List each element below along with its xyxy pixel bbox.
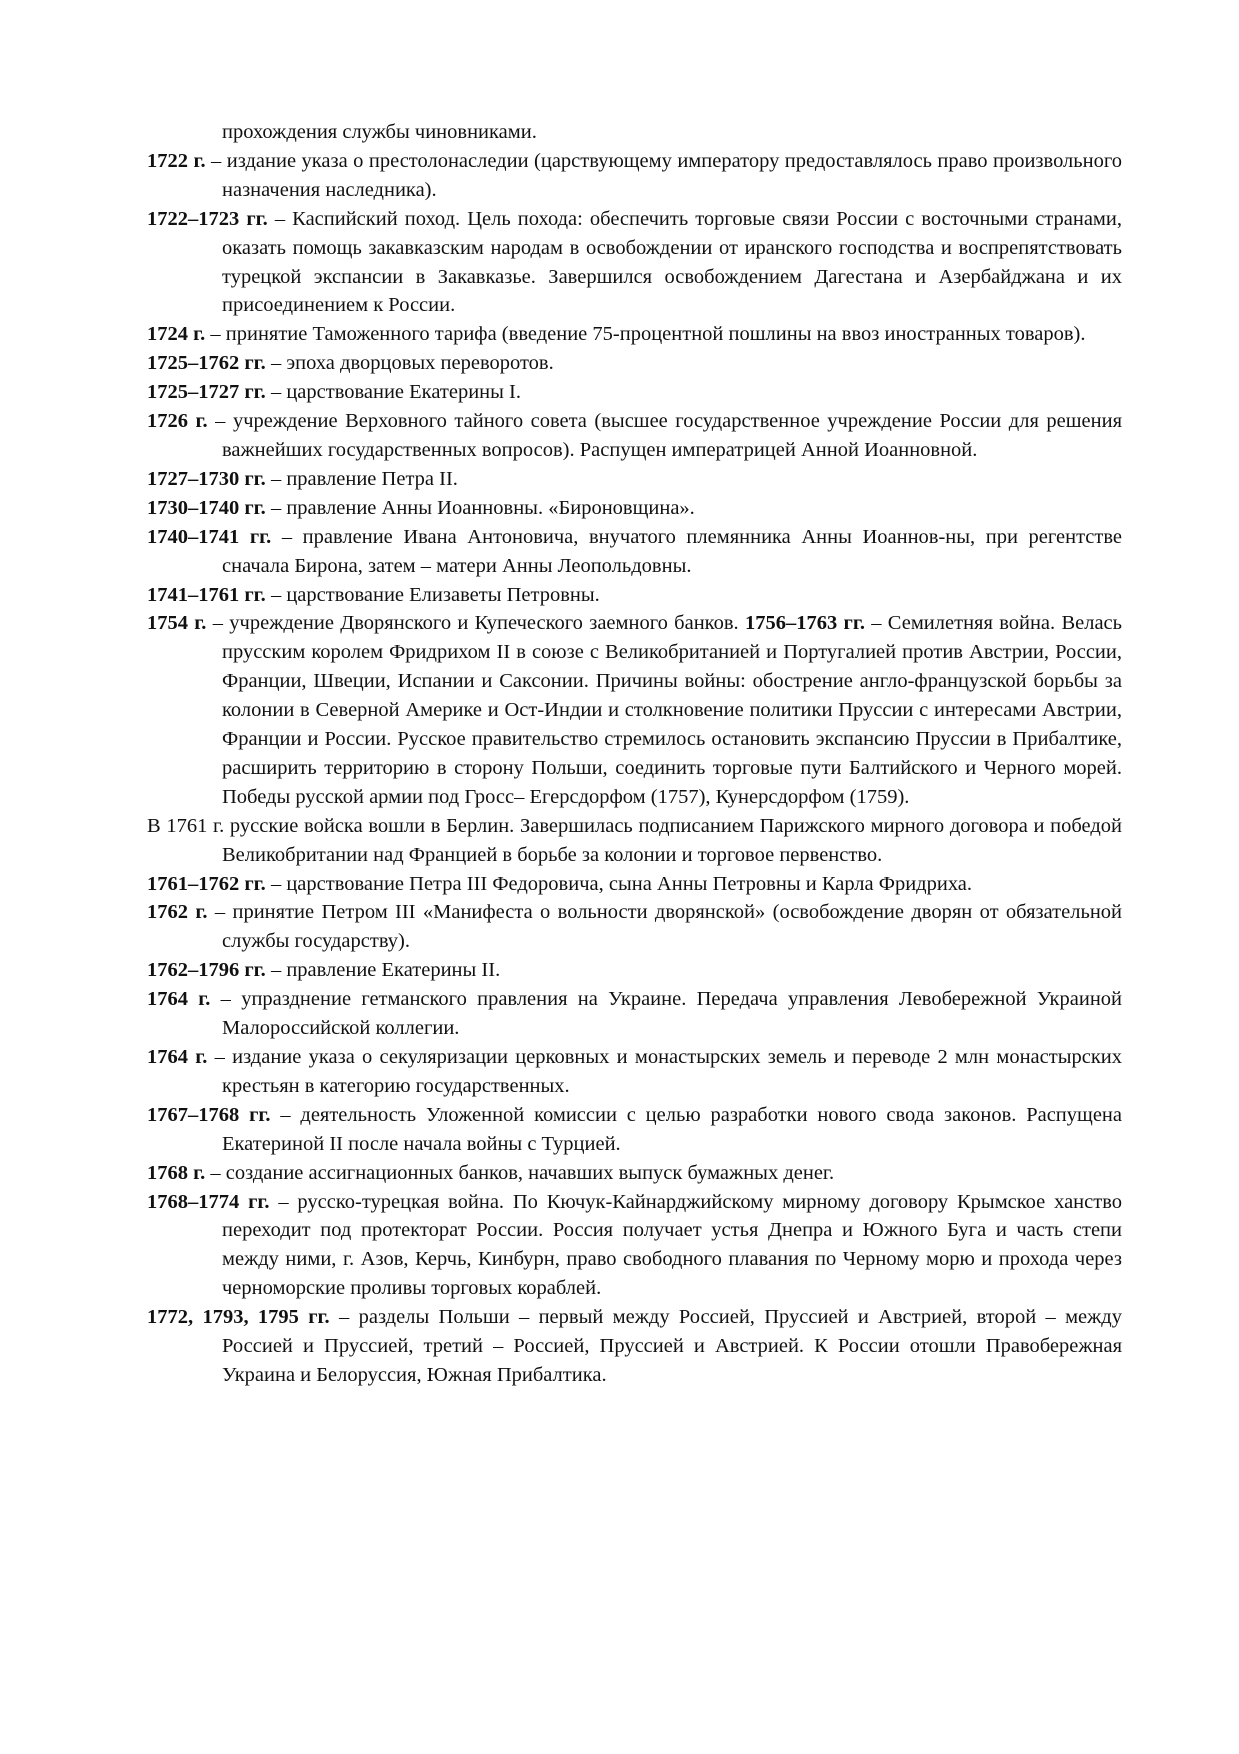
chronology-entry — [147, 898, 1122, 956]
entry-text: – издание указа о секуляризации церковных и монастырских земель и переводе 2 млн монастырских крестьян в категорию государственных. — [207, 1046, 1123, 1097]
entry-date: 1722–1723 гг. — [147, 207, 268, 230]
entry-text: – Семилетняя война. Велась прусским королем Фридрихом II в союзе с Великобританией и Португалией против Австрии, России, Франции, Швеции, Испании и Саксонии. Причины войны: обострение англо-французской борьбы за колонии в Северной Америке и Ост-Индии и столкновение политики Пруссии с интересами Австрии, Франции и России. Русское правительство стремилось остановить экспансию Пруссии в Прибалтике, расширить территорию в сторону Польши, соединить торговые пути Балтийского и Черного морей. Победы русской армии под Гросс– Егерсдорфом (1757), Кунерсдорфом (1759). — [222, 612, 1123, 808]
entry-text: – учреждение Дворянского и Купеческого заемного банков. — [206, 612, 745, 635]
entry-date: 1768–1774 гг. — [147, 1190, 270, 1213]
entry-text: – правление Петра II. — [265, 467, 458, 490]
chronology-entry — [147, 1101, 1122, 1159]
entry-date: 1726 г. — [147, 410, 208, 433]
entry-date: 1762–1796 гг. — [147, 959, 266, 982]
document-page — [147, 118, 1122, 1390]
entry-date: 1767–1768 гг. — [147, 1103, 271, 1126]
chronology-entry — [147, 581, 1122, 610]
entry-text: – правление Екатерины II. — [265, 959, 501, 982]
entry-date: 1722 г. — [147, 149, 206, 172]
entry-date: 1764 г. — [147, 1046, 208, 1068]
entry-text: – создание ассигнационных банков, начавших выпуск бумажных денег. — [205, 1161, 835, 1184]
chronology-list — [147, 147, 1122, 1390]
chronology-entry — [147, 985, 1122, 1043]
entry-text: – упразднение гетманского правления на Украине. Передача управления Левобережной Украиной Малороссийской коллегии. — [210, 988, 1123, 1040]
entry-date: 1724 г. — [147, 323, 206, 346]
entry-text: – Каспийский поход. Цель похода: обеспечить торговые связи России с восточными странами, оказать помощь закавказским народам в освобождении от иранского господства и воспрепятствовать турецкой экспансии в Закавказье. Завершился освобождением Дагестана и Азербайджана и их присоединением к России. — [222, 207, 1122, 317]
chronology-entry — [147, 609, 1122, 811]
entry-date: 1725–1727 гг. — [147, 381, 266, 404]
chronology-entry — [147, 812, 1122, 870]
entry-text: – русско-турецкая война. По Кючук-Кайнарджийскому мирному договору Крымское ханство переходит под протекторат России. Россия получает устья Днепра и Южного Буга и часть степи между ними, г. Азов, Керчь, Кинбурн, право свободного плавания по Черному морю и прохода через черноморские проливы торговых кораблей. — [222, 1190, 1123, 1300]
chronology-entry — [147, 1303, 1122, 1390]
chronology-entry — [147, 205, 1122, 321]
entry-text: – эпоха дворцовых переворотов. — [265, 352, 554, 375]
entry-date: 1761–1762 гг. — [147, 872, 266, 895]
entry-date: 1764 г. — [147, 988, 211, 1011]
entry-text: – деятельность Уложенной комиссии с целью разработки нового свода законов. Распущена Екатериной II после начала войны с Турцией. — [222, 1103, 1122, 1155]
entry-date: 1740–1741 гг. — [147, 525, 272, 548]
chronology-entry — [147, 870, 1122, 899]
entry-date: 1730–1740 гг. — [147, 496, 266, 519]
chronology-entry — [147, 407, 1122, 465]
chronology-entry — [147, 1188, 1122, 1304]
chronology-entry — [147, 147, 1122, 205]
chronology-entry — [147, 349, 1122, 378]
entry-date: 1727–1730 гг. — [147, 467, 266, 490]
chronology-entry — [147, 1043, 1122, 1101]
entry-date: 1772, 1793, 1795 гг. — [147, 1306, 330, 1329]
chronology-entry — [147, 465, 1122, 494]
entry-date: 1725–1762 гг. — [147, 352, 266, 375]
entry-date: 1768 г. — [147, 1161, 206, 1184]
entry-text: – правление Ивана Антоновича, внучатого племянника Анны Иоаннов-ны, при регентстве сначала Бирона, затем – матери Анны Леопольдовны. — [222, 525, 1122, 577]
chronology-entry — [147, 956, 1122, 985]
entry-text: – принятие Таможенного тарифа (введение 75-процентной пошлины на ввоз иностранных товаров). — [205, 323, 1086, 346]
entry-date: 1754 г. — [147, 612, 207, 635]
entry-text: – учреждение Верховного тайного совета (высшее государственное учреждение России для решения важнейших государственных вопросов). Распущен императрицей Анной Иоанновной. — [207, 410, 1122, 461]
entry-date: 1756–1763 гг. — [744, 612, 865, 635]
continuation-text: прохождения службы чиновниками. — [222, 121, 537, 143]
entry-date: 1762 г. — [147, 901, 208, 924]
entry-date: 1741–1761 гг. — [147, 583, 266, 606]
entry-text: – правление Анны Иоанновны. «Бироновщина». — [265, 496, 695, 519]
chronology-entry — [147, 378, 1122, 407]
chronology-entry — [147, 523, 1122, 581]
chronology-entry — [147, 494, 1122, 523]
entry-text: – принятие Петром III «Манифеста о вольности дворянской» (освобождение дворян от обязательной службы государству). — [207, 901, 1123, 953]
entry-text: – царствование Елизаветы Петровны. — [265, 583, 600, 606]
chronology-entry — [147, 320, 1122, 349]
entry-text: – царствование Петра III Федоровича, сына Анны Петровны и Карла Фридриха. — [265, 872, 973, 895]
chronology-entry — [147, 1159, 1122, 1188]
entry-text: В 1761 г. русские войска вошли в Берлин. Завершилась подписанием Парижского мирного договора и победой Великобритании над Францией в борьбе за колонии и торговое первенство. — [147, 814, 1122, 866]
entry-text: – разделы Польши – первый между Россией, Пруссией и Австрией, второй – между Россией и Пруссией, третий – Россией, Пруссией и Австрией. К России отошли Правобережная Украина и Белоруссия, Южная Прибалтика. — [222, 1306, 1122, 1386]
entry-text: – издание указа о престолонаследии (царствующему императору предоставлялось право произвольного назначения наследника). — [205, 149, 1122, 201]
entry-text: – царствование Екатерины I. — [265, 381, 521, 404]
